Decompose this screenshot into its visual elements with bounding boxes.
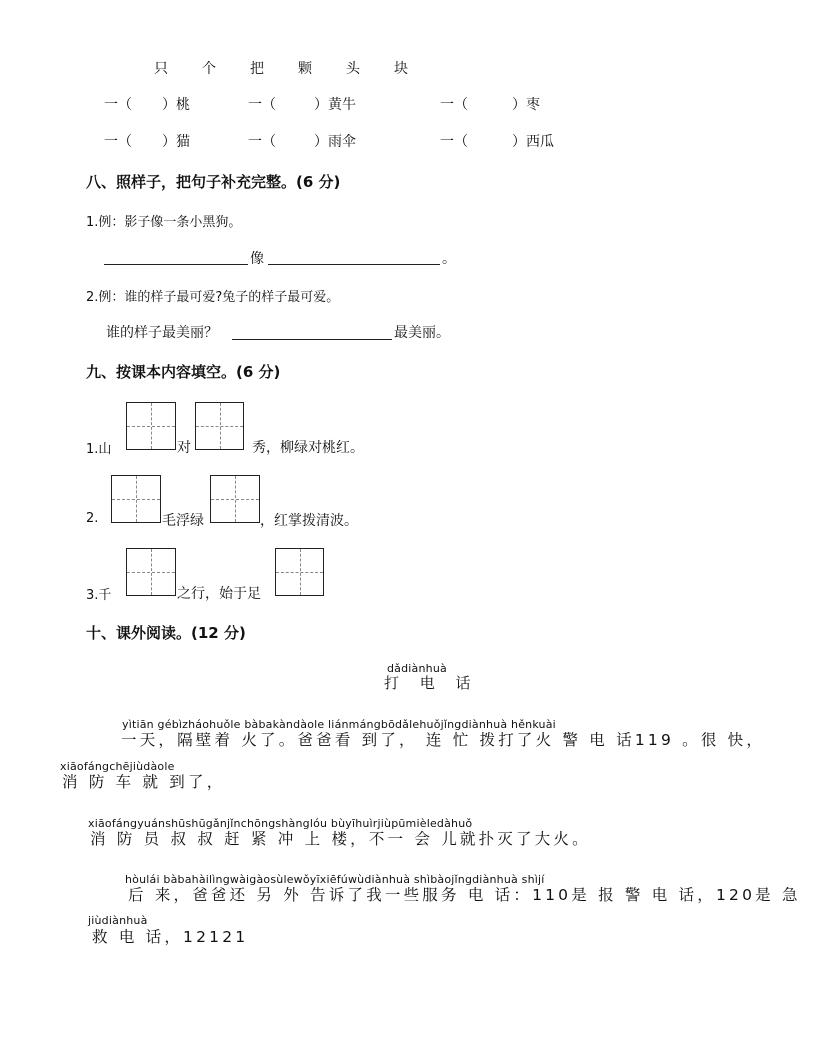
section8-q2-example: 2.例：谁的样子最可爱?兔子的样子最可爱。 bbox=[86, 290, 340, 305]
section9-q1-a: 1.山 bbox=[86, 442, 112, 457]
section9-q1-b: 对 bbox=[177, 440, 191, 456]
section9-heading: 九、按课本内容填空。(6 分) bbox=[86, 363, 281, 381]
section8-q1-example: 1.例：影子像一条小黑狗。 bbox=[86, 215, 242, 230]
section9-q3-b: 之行，始于足 bbox=[177, 586, 261, 602]
title-pinyin: dǎdiànhuà bbox=[387, 662, 447, 675]
section9-q1-c: 秀，柳绿对桃红。 bbox=[252, 440, 364, 456]
blank-prefix: 一（ bbox=[248, 97, 276, 113]
section8-q1-mid: 像 bbox=[250, 251, 264, 267]
measure-fill-item bbox=[248, 131, 356, 151]
blank-prefix: 一（ bbox=[440, 134, 468, 150]
tianzige-box[interactable] bbox=[111, 475, 161, 523]
blank-suffix: ）枣 bbox=[512, 97, 540, 113]
blank-suffix: ）雨伞 bbox=[314, 134, 356, 150]
passage-line: 救 电 话，12121 bbox=[92, 928, 249, 946]
section8-heading: 八、照样子，把句子补充完整。(6 分) bbox=[86, 173, 341, 191]
section10-heading: 十、课外阅读。(12 分) bbox=[86, 624, 246, 642]
tianzige-box[interactable] bbox=[210, 475, 260, 523]
pinyin-line: jiùdiànhuà bbox=[88, 914, 148, 927]
blank-prefix: 一（ bbox=[104, 97, 132, 113]
measure-fill-item bbox=[440, 94, 540, 114]
tianzige-box[interactable] bbox=[126, 548, 176, 596]
section9-q2-b: 毛浮绿 bbox=[162, 513, 204, 529]
pinyin-line: xiāofángyuánshūshūgǎnjǐnchōngshànglóu bùyīhuìrjiùpūmièledàhuǒ bbox=[88, 817, 473, 830]
section8-q2-prompt: 谁的样子最美丽？ bbox=[106, 325, 218, 341]
section8-q1-end: 。 bbox=[442, 251, 456, 267]
answer-line[interactable] bbox=[268, 264, 440, 265]
passage-line: 消 防 员 叔 叔 赶 紧 冲 上 楼，不一 会 儿就扑灭了大火。 bbox=[90, 830, 591, 848]
answer-line[interactable] bbox=[104, 264, 248, 265]
answer-line[interactable] bbox=[232, 339, 392, 340]
measure-fill-item bbox=[104, 94, 190, 114]
tianzige-box[interactable] bbox=[126, 402, 176, 450]
passage-title: 打 电 话 bbox=[384, 674, 479, 692]
measure-word: 只 bbox=[154, 61, 168, 77]
measure-fill-item bbox=[248, 94, 356, 114]
tianzige-box[interactable] bbox=[275, 548, 324, 596]
section8-q2-end: 最美丽。 bbox=[394, 325, 450, 341]
passage-line: 后 来，爸爸还 另 外 告诉了我一些服务 电 话：110是 报 警 电 话，120是 急 bbox=[128, 886, 801, 904]
passage-line: 一天，隔壁着 火了。爸爸看 到了， 连 忙 拨打了火 警 电 话119 。很 快， bbox=[121, 731, 766, 749]
section9-q2-c: ，红掌拨清波。 bbox=[260, 513, 358, 529]
measure-word: 颗 bbox=[298, 61, 312, 77]
blank-prefix: 一（ bbox=[440, 97, 468, 113]
measure-word: 块 bbox=[394, 61, 408, 77]
blank-suffix: ）桃 bbox=[162, 97, 190, 113]
measure-fill-item bbox=[440, 131, 554, 151]
pinyin-line: hòulái bàbahàilìngwàigàosùlewǒyīxiēfúwùdiànhuà shìbàojǐngdiànhuà shìjí bbox=[125, 873, 545, 886]
section9-q2-a: 2. bbox=[86, 511, 99, 526]
measure-word: 头 bbox=[346, 61, 360, 77]
blank-suffix: ）猫 bbox=[162, 134, 190, 150]
blank-prefix: 一（ bbox=[104, 134, 132, 150]
measure-fill-item bbox=[104, 131, 190, 151]
blank-suffix: ）黄牛 bbox=[314, 97, 356, 113]
blank-suffix: ）西瓜 bbox=[512, 134, 554, 150]
passage-line: 消 防 车 就 到了， bbox=[62, 773, 226, 791]
measure-word: 把 bbox=[250, 61, 264, 77]
section9-q3-a: 3.千 bbox=[86, 588, 112, 603]
pinyin-line: yìtiān gébìzháohuǒle bàbakàndàole liánmángbōdǎlehuǒjǐngdiànhuà hěnkuài bbox=[122, 718, 556, 731]
tianzige-box[interactable] bbox=[195, 402, 244, 450]
measure-word: 个 bbox=[202, 61, 216, 77]
blank-prefix: 一（ bbox=[248, 134, 276, 150]
pinyin-line: xiāofángchējiùdàole bbox=[60, 760, 175, 773]
